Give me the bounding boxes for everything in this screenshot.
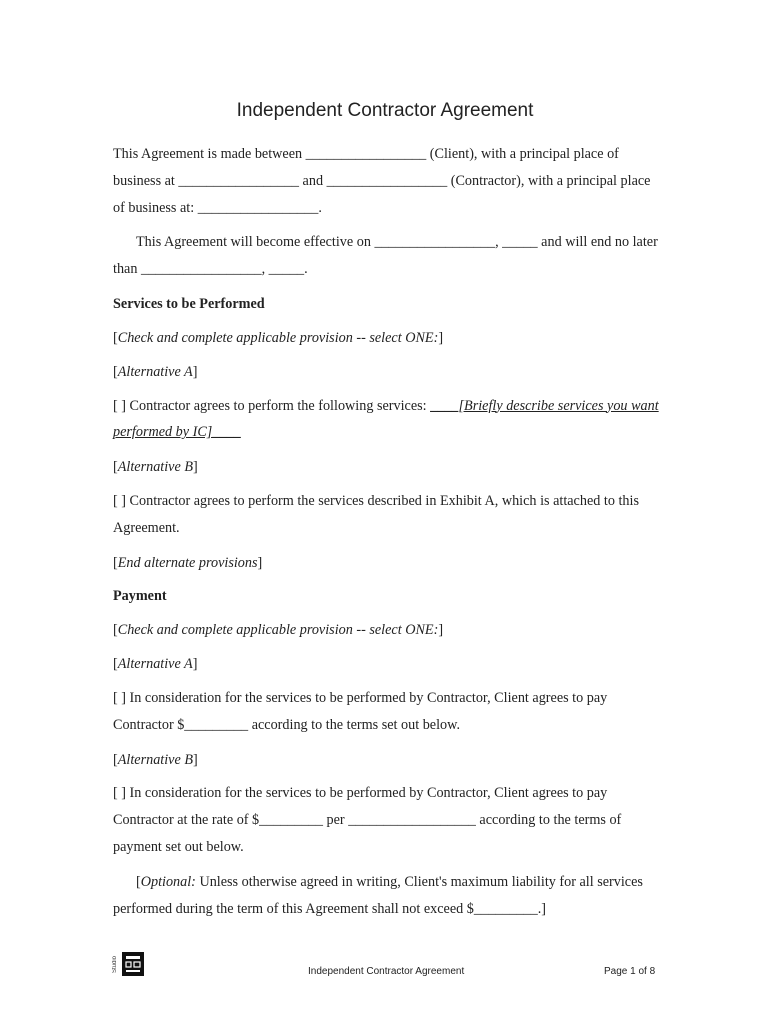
services-alt-b-label: [Alternative B] <box>113 459 198 476</box>
document-body <box>113 141 661 930</box>
payment-alt-a-label: [Alternative A] <box>113 656 198 673</box>
payment-optional: [Optional: Unless otherwise agreed in writing, Client's maximum liability for all services performed during the term of this Agreement shall not exceed $_________.] <box>113 873 643 917</box>
payment-alt-b: [ ] In consideration for the services to be performed by Contractor, Client agrees to pay Contractor at the rate of $_________ per __________________ according to the terms of payment set out below. <box>113 785 622 855</box>
document-logo-icon: Studio <box>112 952 144 976</box>
payment-instruction: [Check and complete applicable provision -- select ONE:] <box>113 622 444 639</box>
footer-title: Independent Contractor Agreement <box>308 966 465 977</box>
services-alt-b: [ ] Contractor agrees to perform the services described in Exhibit A, which is attached to this Agreement. <box>113 492 639 536</box>
payment-alt-b-label: [Alternative B] <box>113 751 198 768</box>
page-footer <box>0 964 770 984</box>
payment-heading: Payment <box>113 588 167 605</box>
services-instruction: [Check and complete applicable provision -- select ONE:] <box>113 329 444 346</box>
effective-date-paragraph: This Agreement will become effective on _________________, _____ and will end no later than _________________, _____. <box>113 234 658 278</box>
document-title: Independent Contractor Agreement <box>236 100 534 121</box>
services-alt-a-label: [Alternative A] <box>113 363 198 380</box>
page-number: Page 1 of 8 <box>604 966 656 977</box>
services-end-label: [End alternate provisions] <box>113 554 263 571</box>
services-heading: Services to be Performed <box>113 295 265 312</box>
intro-paragraph: This Agreement is made between _________________ (Client), with a principal place of business at _________________ and _________________ (Contractor), with a principal place of business at: _________________. <box>113 146 651 216</box>
services-alt-a: [ ] Contractor agrees to perform the following services: ____[Briefly describe services you want performed by IC]____ <box>113 397 659 441</box>
services-fill-in: ____[Briefly describe services you want performed by IC]____ <box>113 397 659 441</box>
payment-alt-a: [ ] In consideration for the services to be performed by Contractor, Client agrees to pay Contractor $_________ according to the terms set out below. <box>113 689 608 733</box>
